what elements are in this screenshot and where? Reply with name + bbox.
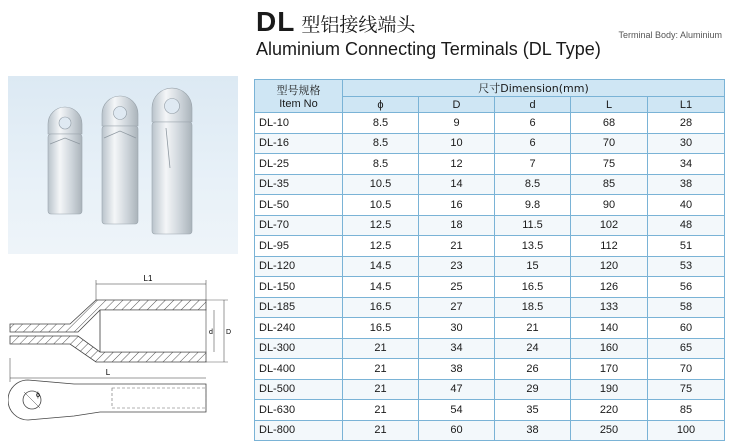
value-cell: 12.5 (343, 215, 419, 236)
item-cell: DL-300 (255, 338, 343, 359)
value-cell: 100 (648, 420, 725, 441)
item-header-en: Item No (279, 98, 318, 110)
value-cell: 14.5 (343, 256, 419, 277)
table-header-row-1 (255, 80, 725, 97)
value-cell: 27 (419, 297, 495, 318)
table-row (255, 113, 725, 134)
column-header: ϕ (343, 97, 419, 113)
value-cell: 220 (571, 400, 648, 421)
product-code: DL (256, 6, 296, 37)
value-cell: 13.5 (495, 236, 571, 257)
item-cell: DL-95 (255, 236, 343, 257)
value-cell: 58 (648, 297, 725, 318)
value-cell: 133 (571, 297, 648, 318)
value-cell: 16.5 (343, 297, 419, 318)
section-view (10, 300, 206, 362)
value-cell: 21 (343, 338, 419, 359)
value-cell: 11.5 (495, 215, 571, 236)
dimension-diameters (206, 300, 231, 362)
value-cell: 90 (571, 195, 648, 216)
value-cell: 60 (648, 318, 725, 339)
table-row (255, 338, 725, 359)
value-cell: 38 (495, 420, 571, 441)
dimension-header: 尺寸Dimension(mm) (343, 80, 725, 97)
value-cell: 21 (343, 400, 419, 421)
value-cell: 21 (343, 359, 419, 380)
table-body (255, 113, 725, 441)
value-cell: 16 (419, 195, 495, 216)
value-cell: 140 (571, 318, 648, 339)
table-row (255, 297, 725, 318)
table-row (255, 174, 725, 195)
title-line (256, 6, 601, 38)
table-row (255, 379, 725, 400)
value-cell: 190 (571, 379, 648, 400)
value-cell: 65 (648, 338, 725, 359)
page-header (256, 6, 601, 60)
value-cell: 120 (571, 256, 648, 277)
value-cell: 28 (648, 113, 725, 134)
value-cell: 23 (419, 256, 495, 277)
value-cell: 14 (419, 174, 495, 195)
value-cell: 16.5 (343, 318, 419, 339)
value-cell: 126 (571, 277, 648, 298)
english-title: Aluminium Connecting Terminals (DL Type) (256, 39, 601, 59)
item-cell: DL-10 (255, 113, 343, 134)
value-cell: 70 (648, 359, 725, 380)
item-header-cn: 型号规格 (276, 84, 321, 97)
value-cell: 8.5 (343, 133, 419, 154)
item-cell: DL-400 (255, 359, 343, 380)
value-cell: 18 (419, 215, 495, 236)
value-cell: 15 (495, 256, 571, 277)
value-cell: 14.5 (343, 277, 419, 298)
value-cell: 34 (419, 338, 495, 359)
item-header (255, 80, 343, 113)
value-cell: 8.5 (343, 113, 419, 134)
value-cell: 47 (419, 379, 495, 400)
table-row (255, 400, 725, 421)
value-cell: 102 (571, 215, 648, 236)
value-cell: 34 (648, 154, 725, 175)
value-cell: 40 (648, 195, 725, 216)
material-note: Terminal Body: Aluminium (618, 30, 722, 40)
specification-table (254, 79, 725, 441)
column-header: d (495, 97, 571, 113)
table-row (255, 256, 725, 277)
value-cell: 38 (419, 359, 495, 380)
column-header: D (419, 97, 495, 113)
value-cell: 38 (648, 174, 725, 195)
label-l: L (105, 368, 111, 377)
drawing-svg (8, 262, 238, 438)
value-cell: 10.5 (343, 195, 419, 216)
value-cell: 54 (419, 400, 495, 421)
item-cell: DL-35 (255, 174, 343, 195)
terminal-small-shape (48, 107, 82, 214)
value-cell: 250 (571, 420, 648, 441)
value-cell: 70 (571, 133, 648, 154)
value-cell: 21 (419, 236, 495, 257)
terminal-medium-shape (102, 96, 138, 224)
value-cell: 21 (343, 379, 419, 400)
value-cell: 68 (571, 113, 648, 134)
table-row (255, 277, 725, 298)
dimension-l1 (96, 274, 206, 300)
terminals-photo-illustration (8, 76, 238, 254)
table-row (255, 359, 725, 380)
technical-drawing (8, 262, 238, 438)
item-cell: DL-630 (255, 400, 343, 421)
value-cell: 85 (571, 174, 648, 195)
value-cell: 160 (571, 338, 648, 359)
item-cell: DL-800 (255, 420, 343, 441)
value-cell: 9.8 (495, 195, 571, 216)
value-cell: 12 (419, 154, 495, 175)
label-l1: L1 (143, 274, 153, 283)
table-row (255, 236, 725, 257)
label-phi: ϕ (36, 392, 40, 399)
value-cell: 12.5 (343, 236, 419, 257)
value-cell: 112 (571, 236, 648, 257)
value-cell: 10 (419, 133, 495, 154)
table-row (255, 318, 725, 339)
value-cell: 21 (343, 420, 419, 441)
value-cell: 24 (495, 338, 571, 359)
value-cell: 53 (648, 256, 725, 277)
terminal-large-shape (152, 88, 192, 234)
item-cell: DL-120 (255, 256, 343, 277)
table-row (255, 215, 725, 236)
value-cell: 30 (648, 133, 725, 154)
value-cell: 26 (495, 359, 571, 380)
value-cell: 9 (419, 113, 495, 134)
table-row (255, 420, 725, 441)
value-cell: 8.5 (343, 154, 419, 175)
item-cell: DL-500 (255, 379, 343, 400)
item-cell: DL-70 (255, 215, 343, 236)
table-row (255, 154, 725, 175)
column-header: L (571, 97, 648, 113)
value-cell: 48 (648, 215, 725, 236)
value-cell: 30 (419, 318, 495, 339)
value-cell: 8.5 (495, 174, 571, 195)
value-cell: 75 (571, 154, 648, 175)
value-cell: 18.5 (495, 297, 571, 318)
chinese-title: 型铝接线端头 (301, 14, 416, 36)
value-cell: 170 (571, 359, 648, 380)
value-cell: 51 (648, 236, 725, 257)
value-cell: 29 (495, 379, 571, 400)
value-cell: 6 (495, 133, 571, 154)
value-cell: 21 (495, 318, 571, 339)
value-cell: 75 (648, 379, 725, 400)
table-row (255, 195, 725, 216)
item-cell: DL-16 (255, 133, 343, 154)
value-cell: 60 (419, 420, 495, 441)
value-cell: 25 (419, 277, 495, 298)
label-d-big: D (226, 329, 232, 336)
item-cell: DL-25 (255, 154, 343, 175)
value-cell: 35 (495, 400, 571, 421)
product-photo (8, 76, 238, 254)
item-cell: DL-185 (255, 297, 343, 318)
top-view (8, 380, 206, 420)
item-cell: DL-150 (255, 277, 343, 298)
value-cell: 56 (648, 277, 725, 298)
item-cell: DL-240 (255, 318, 343, 339)
table-row (255, 133, 725, 154)
value-cell: 7 (495, 154, 571, 175)
value-cell: 16.5 (495, 277, 571, 298)
value-cell: 85 (648, 400, 725, 421)
item-cell: DL-50 (255, 195, 343, 216)
column-header: L1 (648, 97, 725, 113)
value-cell: 6 (495, 113, 571, 134)
value-cell: 10.5 (343, 174, 419, 195)
label-d-small: d (209, 329, 213, 336)
